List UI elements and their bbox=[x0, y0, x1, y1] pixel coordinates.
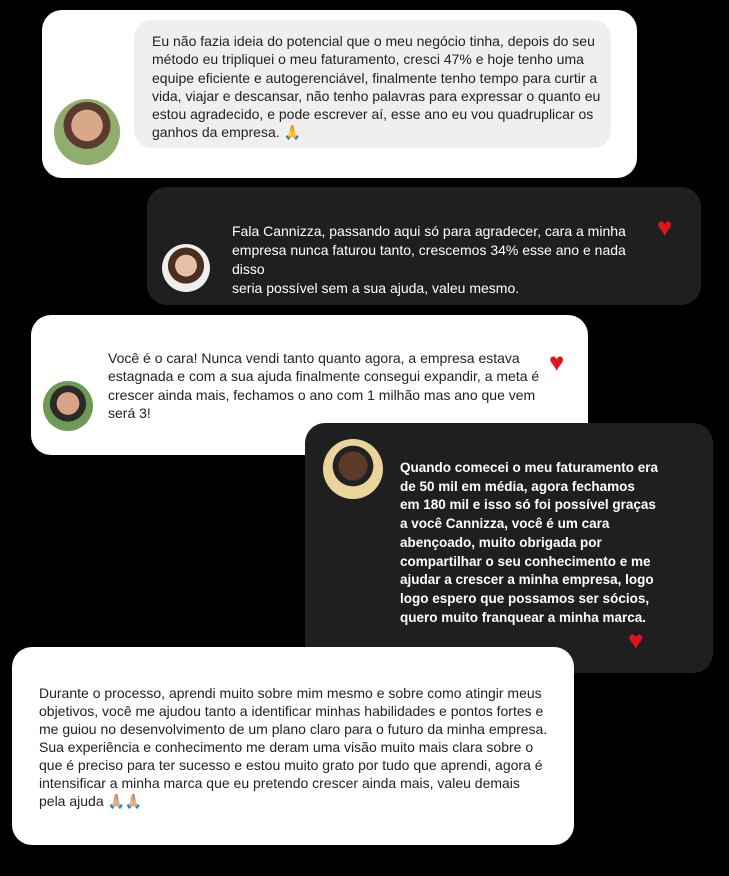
avatar bbox=[162, 244, 210, 292]
testimonial-text: Durante o processo, aprendi muito sobre mim mesmo e sobre como atingir meus objetivos, você me ajudou tanto a identificar minhas habilidades e pontos fortes e me guiou no desenvolvimento de um plano claro para o futuro da minha empresa. Sua experiência e conhecimento me deram uma visão muito mais clara sobre o que é preciso para ter sucesso e estou muito grato por tudo que aprendi, agora é intensificar a minha marca que eu pretendo crescer ainda mais, valeu demais pela ajuda 🙏🏼🙏🏼 bbox=[39, 685, 548, 809]
avatar bbox=[43, 381, 93, 431]
heart-icon: ♥ bbox=[549, 347, 565, 377]
testimonial-text: Quando comecei o meu faturamento era de 50 mil em média, agora fechamos em 180 mil e isso só foi possível graças a você Cannizza, você é um cara abençoado, muito obrigada por compartilhar o seu conhecimento e me ajudar a crescer a minha empresa, logo logo espero que possamos ser sócios, quero muito franquear a minha marca. bbox=[400, 460, 659, 625]
avatar bbox=[323, 439, 383, 499]
testimonial-card-5 bbox=[12, 647, 574, 845]
heart-icon: ♥ bbox=[628, 625, 644, 655]
testimonial-text: Eu não fazia ideia do potencial que o meu negócio tinha, depois do seu método eu tripliquei o meu faturamento, cresci 47% e hoje tenho uma equipe eficiente e autogerenciável, finalmente tenho tempo para curtir a vida, viajar e descansar, não tenho palavras para expressar o quanto eu estou agradecido, e pode escrever aí, esse ano eu vou quadruplicar os ganhos da empresa. 🙏 bbox=[152, 33, 601, 141]
testimonial-card-1 bbox=[42, 10, 637, 178]
testimonial-text: Você é o cara! Nunca vendi tanto quanto agora, a empresa estava estagnada e com a sua ajuda finalmente consegui expandir, a meta é crescer ainda mais, fechamos o ano com 1 milhão mas ano que vem será 3! bbox=[108, 350, 540, 421]
heart-icon: ♥ bbox=[657, 212, 673, 242]
testimonial-text: Fala Cannizza, passando aqui só para agradecer, cara a minha empresa nunca faturou tanto, crescemos 34% esse ano e nada disso seria possível sem a sua ajuda, valeu mesmo. bbox=[232, 223, 626, 296]
avatar bbox=[54, 99, 120, 165]
testimonial-card-4 bbox=[305, 423, 713, 673]
testimonial-card-2 bbox=[147, 187, 701, 305]
